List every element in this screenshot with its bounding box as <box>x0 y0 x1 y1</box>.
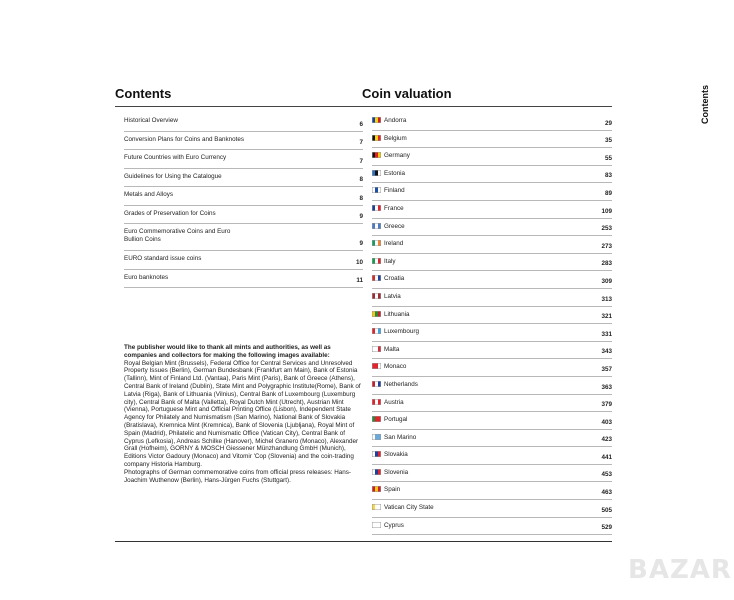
contents-item-page: 6 <box>359 120 363 128</box>
valuation-item-label: Slovakia <box>384 451 408 459</box>
contents-item-label: Guidelines for Using the Catalogue <box>124 172 222 180</box>
valuation-item <box>372 166 612 184</box>
acknowledgements-body: Royal Belgian Mint (Brussels), Federal Office for Central Services and Unresolved Property Issues (Berlin), German Bundesbank (Frankfurt am Main), Bank of Estonia (Tallinn), Mint of Finland Ltd. (Vantaa), Paris Mint (Paris), Bank of Greece (Athens), Central Bank of Ireland (Dublin), State Mint and Polygraphic Institute(Rome), Bank of Latvia (Riga), Bank of Lithuania (Vilnius), Central Bank of Luxembourg (Luxemburg city), Central Bank of Malta (Valletta), Royal Dutch Mint (Utrecht), Austrian Mint (Vienna), Portuguese Mint and Official Printing Office (Lisbon), Independent State Agency for Philately and Numismatism (San Marino), National Bank of Slovakia (Bratislava), Kremnica Mint (Kremnica), Bank of Slovenia (Ljubljana), Royal Mint of Spain (Madrid), Philatelic and Numismatic Office (Vatican City), Central Bank of Cyprus (Lefkosia), Andreas Schilke (Hanover), Michel Granero (Monaco), Alexander Grall (Hofheim), GORNY & MOSCH Giessener Münzhandlung GmbH (Munich), Editions Victor Gadoury (Monaco) and Vitomir 'Cop (Slovenia) and the coin-trading company Historia Hamburg. <box>124 359 361 468</box>
valuation-item-page: 83 <box>604 172 612 180</box>
valuation-item <box>372 307 612 325</box>
contents-item-page: 8 <box>359 194 363 202</box>
valuation-item-label: Portugal <box>384 416 408 424</box>
contents-item <box>124 187 363 206</box>
valuation-item-page: 55 <box>604 154 612 162</box>
valuation-item-page: 35 <box>604 137 612 145</box>
flag-icon <box>372 486 381 492</box>
valuation-item-label: Netherlands <box>384 380 418 388</box>
valuation-item-page: 253 <box>601 225 612 233</box>
valuation-item-page: 313 <box>601 295 612 303</box>
flag-icon <box>372 346 381 352</box>
valuation-item <box>372 342 612 360</box>
flag-icon <box>372 135 381 141</box>
valuation-item <box>372 377 612 395</box>
valuation-item <box>372 271 612 289</box>
acknowledgements-photos: Photographs of German commemorative coins from official press releases: Hans-Joachim Wuthenow (Berlin), Hans-Jürgen Fuchs (Stuttgart). <box>124 468 352 484</box>
contents-item <box>124 169 363 188</box>
valuation-item <box>372 236 612 254</box>
contents-item-label: Historical Overview <box>124 117 178 124</box>
flag-icon <box>372 451 381 457</box>
valuation-item-label: Malta <box>384 345 400 353</box>
flag-icon <box>372 223 381 229</box>
valuation-item-page: 403 <box>601 418 612 426</box>
valuation-item <box>372 289 612 307</box>
contents-item <box>124 224 363 251</box>
valuation-item-page: 463 <box>601 489 612 497</box>
flag-icon <box>372 293 381 299</box>
flag-icon <box>372 311 381 317</box>
valuation-item <box>372 201 612 219</box>
contents-item-label: Euro Commemorative Coins and Euro Bullion Coins <box>124 228 231 243</box>
valuation-item <box>372 482 612 500</box>
contents-item <box>124 251 363 270</box>
valuation-top-rule <box>362 106 612 107</box>
valuation-item <box>372 430 612 448</box>
flag-icon <box>372 187 381 193</box>
valuation-item <box>372 113 612 131</box>
valuation-item-page: 363 <box>601 383 612 391</box>
contents-item <box>124 132 363 151</box>
valuation-item-page: 453 <box>601 471 612 479</box>
valuation-item-label: Italy <box>384 257 396 265</box>
valuation-item-label: Lithuania <box>384 310 410 318</box>
valuation-item-label: Germany <box>384 152 410 160</box>
flag-icon <box>372 275 381 281</box>
valuation-item <box>372 183 612 201</box>
flag-icon <box>372 240 381 246</box>
valuation-item <box>372 395 612 413</box>
flag-icon <box>372 522 381 528</box>
valuation-item-label: Slovenia <box>384 468 409 476</box>
contents-item-page: 11 <box>356 277 363 284</box>
valuation-item-label: Austria <box>384 398 404 406</box>
valuation-item-page: 309 <box>601 277 612 285</box>
contents-item <box>124 206 363 225</box>
valuation-item-page: 357 <box>601 365 612 373</box>
valuation-item-label: Luxembourg <box>384 328 420 336</box>
valuation-item-label: Croatia <box>384 275 405 283</box>
watermark: BAZAR <box>628 555 732 585</box>
valuation-item-label: Monaco <box>384 363 407 371</box>
contents-item-label: Metals and Alloys <box>124 191 174 198</box>
contents-item <box>124 150 363 169</box>
flag-icon <box>372 434 381 440</box>
valuation-item-label: Vatican City State <box>384 504 434 512</box>
valuation-item-label: Ireland <box>384 240 404 248</box>
valuation-item-page: 505 <box>601 506 612 514</box>
bottom-rule <box>115 541 612 542</box>
valuation-item <box>372 500 612 518</box>
flag-icon <box>372 328 381 334</box>
valuation-item-label: France <box>384 204 404 212</box>
valuation-item <box>372 412 612 430</box>
valuation-item-page: 273 <box>601 242 612 250</box>
valuation-item-label: Spain <box>384 486 401 494</box>
contents-item-page: 9 <box>359 240 363 247</box>
acknowledgements-heading: The publisher would like to thank all mints and authorities, as well as companies and collectors for making the following images available: <box>124 344 331 359</box>
contents-title: Contents <box>115 86 172 101</box>
contents-item <box>124 113 363 132</box>
acknowledgements <box>124 344 362 484</box>
valuation-item-page: 529 <box>601 524 612 532</box>
valuation-item-label: San Marino <box>384 433 417 441</box>
valuation-item-page: 441 <box>601 453 612 461</box>
valuation-item <box>372 131 612 149</box>
contents-item-label: Future Countries with Euro Currency <box>124 154 227 161</box>
contents-item-label: Conversion Plans for Coins and Banknotes <box>124 135 245 143</box>
valuation-item <box>372 254 612 272</box>
valuation-item-page: 331 <box>601 330 612 338</box>
flag-icon <box>372 469 381 475</box>
flag-icon <box>372 258 381 264</box>
valuation-item <box>372 447 612 465</box>
valuation-item-page: 379 <box>601 401 612 409</box>
valuation-item-label: Latvia <box>384 292 401 300</box>
flag-icon <box>372 117 381 123</box>
contents-item-label: Grades of Preservation for Coins <box>124 209 216 217</box>
contents-item-page: 7 <box>359 139 363 146</box>
contents-item-label: Euro banknotes <box>124 273 169 281</box>
valuation-item-label: Estonia <box>384 169 406 177</box>
flag-icon <box>372 205 381 211</box>
valuation-item <box>372 324 612 342</box>
contents-item-page: 8 <box>359 176 363 183</box>
valuation-item-label: Greece <box>384 222 405 230</box>
contents-item-page: 9 <box>359 213 363 220</box>
valuation-item <box>372 148 612 166</box>
valuation-item-label: Belgium <box>384 134 407 142</box>
valuation-item-page: 343 <box>601 348 612 356</box>
valuation-item <box>372 518 612 536</box>
valuation-title: Coin valuation <box>362 86 452 101</box>
valuation-item-label: Cyprus <box>384 521 404 529</box>
valuation-item-page: 283 <box>601 260 612 268</box>
contents-item-page: 10 <box>355 258 363 266</box>
flag-icon <box>372 152 381 158</box>
valuation-item-page: 423 <box>601 436 612 444</box>
valuation-item-page: 29 <box>604 119 612 127</box>
valuation-item-label: Andorra <box>384 117 407 124</box>
valuation-item-page: 109 <box>601 207 612 215</box>
contents-item-label: EURO standard issue coins <box>124 255 202 262</box>
flag-icon <box>372 504 381 510</box>
valuation-item-label: Finland <box>384 187 405 195</box>
valuation-item <box>372 359 612 377</box>
contents-item-page: 7 <box>359 157 363 165</box>
flag-icon <box>372 363 381 369</box>
valuation-item <box>372 219 612 237</box>
side-title: Contents <box>700 85 710 124</box>
flag-icon <box>372 381 381 387</box>
flag-icon <box>372 416 381 422</box>
contents-list <box>124 113 363 288</box>
valuation-list <box>372 113 612 535</box>
contents-item <box>124 270 363 289</box>
valuation-item <box>372 465 612 483</box>
flag-icon <box>372 170 381 176</box>
valuation-item-page: 321 <box>601 313 612 321</box>
flag-icon <box>372 399 381 405</box>
contents-top-rule <box>115 106 363 107</box>
valuation-item-page: 89 <box>604 189 612 197</box>
